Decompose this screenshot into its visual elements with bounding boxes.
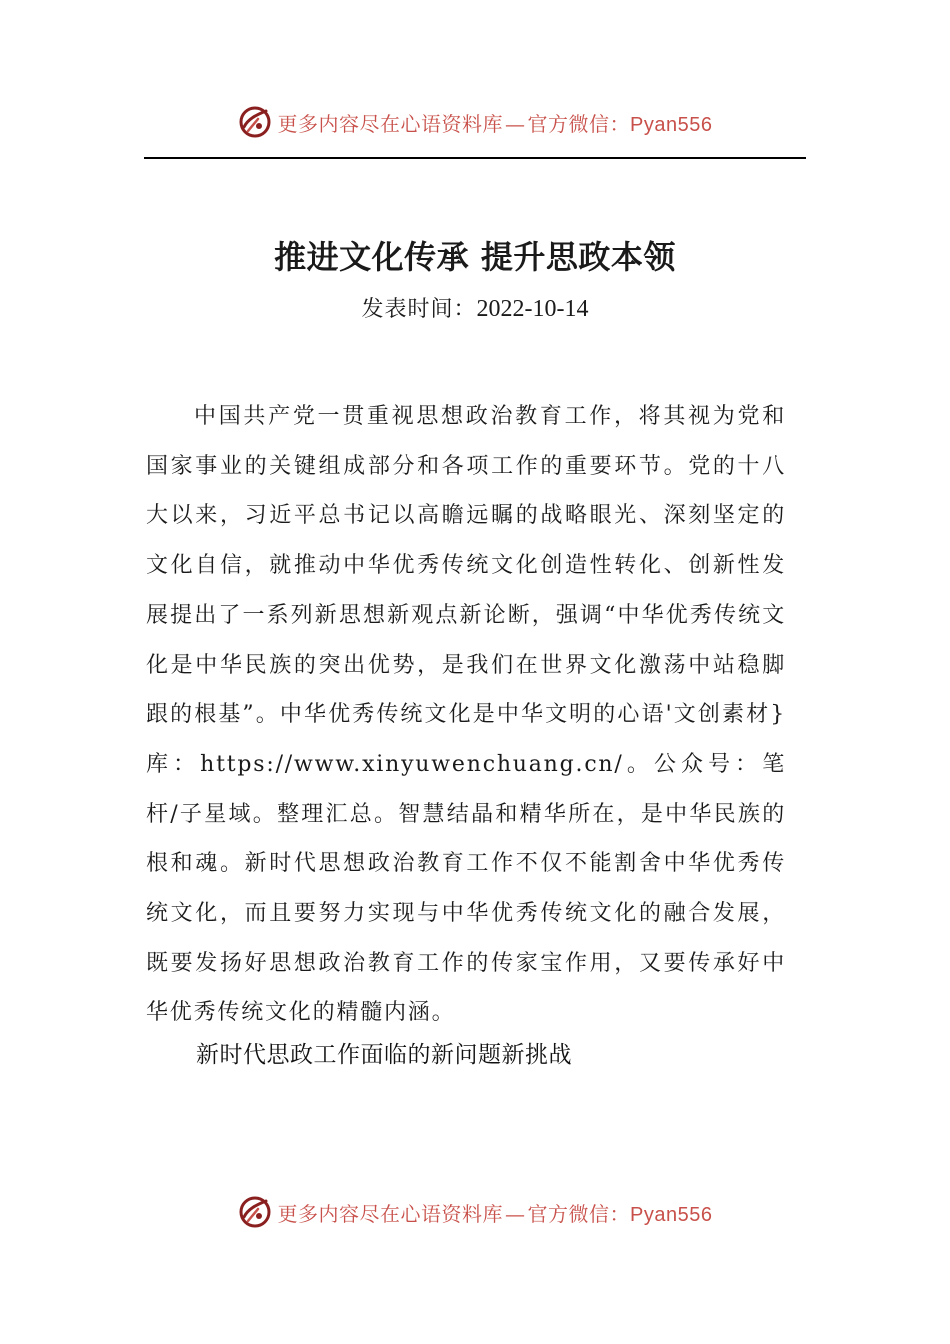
footer-wechat-id: Pyan556 bbox=[630, 1203, 713, 1226]
article-title: 推进文化传承 提升思政本领 bbox=[274, 238, 676, 276]
date-label: 发表时间： bbox=[361, 297, 477, 322]
article-date bbox=[0, 292, 950, 323]
article-paragraph: 中国共产党一贯重视思想政治教育工作，将其视为党和国家事业的关键组成部分和各项工作的重要环节。党的十八大以来，习近平总书记以高瞻远瞩的战略眼光、深刻坚定的文化自信，就推动中华优秀传统文化创造性转化、创新性发展提出了一系列新思想新观点新论断，强调“中华优秀传统文化是中华民族的突出优势，是我们在世界文化激荡中站稳脚跟的根基”。中华优秀传统文化是中华文明的心语'文创素材}库：https://www.xinyuwenchuang.cn/。公众号：笔杆/子星域。整理汇总。智慧结晶和精华所在，是中华民族的根和魂。新时代思想政治教育工作不仅不能割舍中华优秀传统文化，而且要努力实现与中华优秀传统文化的融合发展，既要发扬好思想政治教育工作的传家宝作用，又要传承好中华优秀传统文化的精髓内涵。 bbox=[146, 404, 786, 1026]
brush-logo-icon bbox=[238, 1195, 272, 1229]
footer-banner bbox=[0, 1192, 950, 1232]
header-wechat-id: Pyan556 bbox=[630, 113, 713, 136]
header-banner-text bbox=[278, 108, 713, 137]
date-value: 2022-10-14 bbox=[476, 296, 589, 322]
header-dash: — bbox=[505, 111, 526, 136]
header-banner bbox=[0, 102, 950, 142]
footer-banner-text bbox=[278, 1198, 713, 1227]
header-promo-text: 更多内容尽在心语资料库 bbox=[277, 111, 504, 136]
brush-logo-icon bbox=[238, 105, 272, 139]
footer-promo-text: 更多内容尽在心语资料库 bbox=[277, 1201, 504, 1226]
footer-dash: — bbox=[505, 1201, 526, 1226]
footer-wechat-label: 官方微信： bbox=[527, 1201, 631, 1226]
header-divider bbox=[144, 157, 806, 159]
section-subheading: 新时代思政工作面临的新问题新挑战 bbox=[196, 1042, 572, 1068]
header-wechat-label: 官方微信： bbox=[527, 111, 631, 136]
